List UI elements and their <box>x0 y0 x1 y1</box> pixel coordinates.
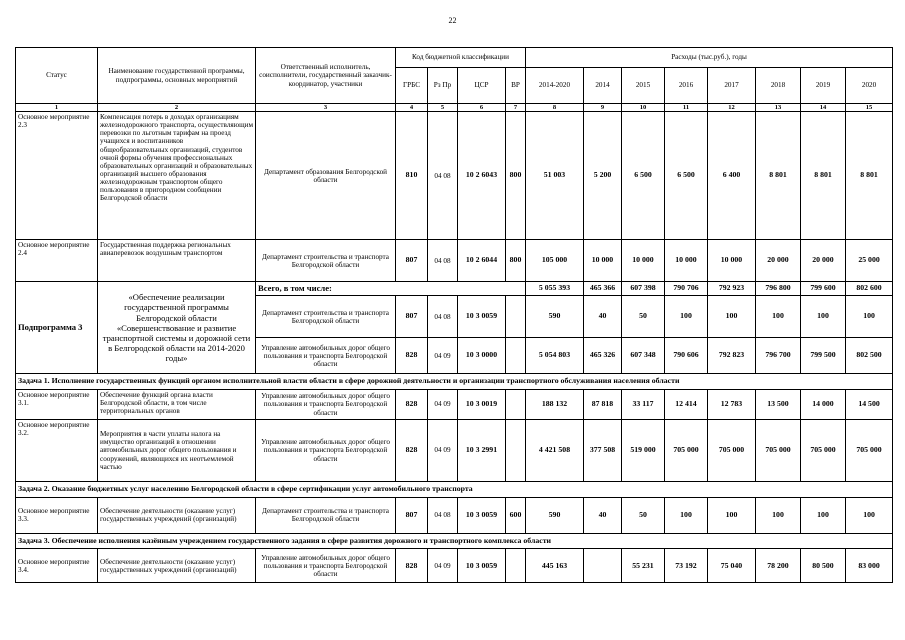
row-value: 188 132 <box>526 389 584 419</box>
row-value: 20 000 <box>756 240 801 282</box>
row-vr: 600 <box>506 497 526 533</box>
header-program: Наименование государственной программы, подпрограммы, основных мероприятий <box>98 48 256 104</box>
row-status: Основное мероприятие 3.4. <box>16 549 98 583</box>
task-3-row <box>16 533 893 549</box>
header-row-1 <box>16 48 893 68</box>
row-value: 465 366 <box>584 282 622 296</box>
row-vr: 800 <box>506 240 526 282</box>
row-value: 51 003 <box>526 112 584 240</box>
row-name: Компенсация потерь в доходах организациям железнодорожного транспорта, осуществляющим перевозки по льготным тарифам на проезд учащихся и воспитанников общеобразовательных организаций, студентов очной формы обучения профессиональных образовательных организаций и образовательных организаций высшего образования железнодорожным транспортом общего пользования в пригородном сообщении Белгородской области <box>98 112 256 240</box>
row-vr <box>506 389 526 419</box>
row-csr: 10 3 0059 <box>458 296 506 338</box>
row-vr <box>506 419 526 481</box>
header-year: 2015 <box>622 68 665 104</box>
header-csr: ЦСР <box>458 68 506 104</box>
row-value: 40 <box>584 497 622 533</box>
task-1-heading: Задача 1. Исполнение государственных функций органом исполнительной власти области в сфере дорожной деятельности и организации транспортного обслуживания населения области <box>16 374 893 390</box>
row-value: 519 000 <box>622 419 665 481</box>
row-status: Основное мероприятие 2.4 <box>16 240 98 282</box>
row-value: 6 500 <box>665 112 708 240</box>
table-row-subprogram-total <box>16 282 893 296</box>
row-value: 705 000 <box>756 419 801 481</box>
row-rzpr: 04 08 <box>428 112 458 240</box>
column-index: 5 <box>428 104 458 112</box>
column-index: 10 <box>622 104 665 112</box>
row-value: 10 000 <box>584 240 622 282</box>
row-value: 12 414 <box>665 389 708 419</box>
task-2-row <box>16 481 893 497</box>
task-2-heading: Задача 2. Оказание бюджетных услуг населению Белгородской области в сфере сертификации услуг автомобильного транспорта <box>16 481 893 497</box>
column-index: 13 <box>756 104 801 112</box>
row-csr: 10 2 6044 <box>458 240 506 282</box>
table-row-measure-3-2 <box>16 419 893 481</box>
header-year: 2018 <box>756 68 801 104</box>
row-name: Обеспечение функций органа власти Белгородской области, в том числе территориальных органов <box>98 389 256 419</box>
column-index: 4 <box>396 104 428 112</box>
subprogram-title: «Обеспечение реализации государственной программы Белгородской области «Совершенствование и развитие транспортной системы и дорожной сети в Белгородской области на 2014-2020 годы» <box>98 282 256 374</box>
table-row-measure-3-3 <box>16 497 893 533</box>
row-value: 8 801 <box>801 112 846 240</box>
row-value: 100 <box>756 497 801 533</box>
row-value: 78 200 <box>756 549 801 583</box>
row-value: 465 326 <box>584 338 622 374</box>
row-value: 607 398 <box>622 282 665 296</box>
row-value: 5 200 <box>584 112 622 240</box>
row-name: Обеспечение деятельности (оказание услуг) государственных учреждений (организаций) <box>98 549 256 583</box>
row-value: 607 348 <box>622 338 665 374</box>
column-index: 7 <box>506 104 526 112</box>
row-value: 802 500 <box>846 338 893 374</box>
row-value: 100 <box>665 497 708 533</box>
row-value: 100 <box>665 296 708 338</box>
row-csr: 10 2 6043 <box>458 112 506 240</box>
row-value: 33 117 <box>622 389 665 419</box>
header-expenses: Расходы (тыс.руб.), годы <box>526 48 893 68</box>
row-value: 796 700 <box>756 338 801 374</box>
task-1-row <box>16 374 893 390</box>
row-status: Основное мероприятие 3.3. <box>16 497 98 533</box>
row-rzpr: 04 09 <box>428 338 458 374</box>
row-csr: 10 3 0000 <box>458 338 506 374</box>
row-value: 100 <box>756 296 801 338</box>
row-value: 377 508 <box>584 419 622 481</box>
budget-table <box>15 47 893 583</box>
row-value: 14 000 <box>801 389 846 419</box>
row-value: 100 <box>846 296 893 338</box>
row-value: 799 500 <box>801 338 846 374</box>
row-csr: 10 3 0059 <box>458 497 506 533</box>
row-value: 705 000 <box>665 419 708 481</box>
row-value: 790 606 <box>665 338 708 374</box>
row-value: 8 801 <box>846 112 893 240</box>
row-executor: Управление автомобильных дорог общего пользования и транспорта Белгородской области <box>256 419 396 481</box>
row-executor: Департамент строительства и транспорта Белгородской области <box>256 497 396 533</box>
header-year: 2017 <box>708 68 756 104</box>
row-rzpr: 04 09 <box>428 549 458 583</box>
row-value: 8 801 <box>756 112 801 240</box>
row-value: 55 231 <box>622 549 665 583</box>
row-value: 83 000 <box>846 549 893 583</box>
header-executor: Ответственный исполнитель, соисполнители, государственный заказчик-координатор, участники <box>256 48 396 104</box>
row-value: 50 <box>622 296 665 338</box>
row-value: 705 000 <box>708 419 756 481</box>
row-value: 4 421 508 <box>526 419 584 481</box>
row-value: 100 <box>801 296 846 338</box>
row-name: Мероприятия в части уплаты налога на имущество организаций в отношении автомобильных дорог общего пользования и сооружений, являющихся их неотъемлемой частью <box>98 419 256 481</box>
row-value: 799 600 <box>801 282 846 296</box>
row-vr <box>506 549 526 583</box>
row-value: 5 054 803 <box>526 338 584 374</box>
row-csr: 10 3 0019 <box>458 389 506 419</box>
row-grbs: 807 <box>396 240 428 282</box>
row-value: 105 000 <box>526 240 584 282</box>
row-value: 100 <box>708 296 756 338</box>
row-value: 6 400 <box>708 112 756 240</box>
row-rzpr: 04 08 <box>428 497 458 533</box>
row-status: Основное мероприятие 3.2. <box>16 419 98 481</box>
header-status: Статус <box>16 48 98 104</box>
row-value: 10 000 <box>708 240 756 282</box>
row-value: 6 500 <box>622 112 665 240</box>
row-grbs: 828 <box>396 389 428 419</box>
row-grbs: 828 <box>396 419 428 481</box>
row-value: 80 500 <box>801 549 846 583</box>
row-rzpr: 04 08 <box>428 296 458 338</box>
row-rzpr: 04 09 <box>428 419 458 481</box>
row-csr: 10 3 2991 <box>458 419 506 481</box>
row-executor: Управление автомобильных дорог общего пользования и транспорта Белгородской области <box>256 549 396 583</box>
row-value: 590 <box>526 497 584 533</box>
row-value: 796 800 <box>756 282 801 296</box>
header-budget-code: Код бюджетной классификации <box>396 48 526 68</box>
column-index: 8 <box>526 104 584 112</box>
column-index: 9 <box>584 104 622 112</box>
row-value: 590 <box>526 296 584 338</box>
row-name: Обеспечение деятельности (оказание услуг) государственных учреждений (организаций) <box>98 497 256 533</box>
header-year: 2020 <box>846 68 893 104</box>
row-value: 802 600 <box>846 282 893 296</box>
row-value: 100 <box>846 497 893 533</box>
header-rzpr: Рз Пр <box>428 68 458 104</box>
row-value: 12 783 <box>708 389 756 419</box>
row-executor: Управление автомобильных дорог общего пользования и транспорта Белгородской области <box>256 389 396 419</box>
row-grbs: 828 <box>396 338 428 374</box>
column-index: 11 <box>665 104 708 112</box>
row-value: 73 192 <box>665 549 708 583</box>
row-rzpr: 04 08 <box>428 240 458 282</box>
column-index: 2 <box>98 104 256 112</box>
row-grbs: 807 <box>396 296 428 338</box>
subprogram-status: Подпрограмма 3 <box>16 282 98 374</box>
subprogram-total-label: Всего, в том числе: <box>256 282 526 296</box>
row-value: 75 040 <box>708 549 756 583</box>
row-rzpr: 04 09 <box>428 389 458 419</box>
row-status: Основное мероприятие 2.3 <box>16 112 98 240</box>
header-grbs: ГРБС <box>396 68 428 104</box>
row-vr <box>506 338 526 374</box>
row-value: 10 000 <box>665 240 708 282</box>
row-executor: Департамент строительства и транспорта Белгородской области <box>256 240 396 282</box>
row-value: 705 000 <box>846 419 893 481</box>
row-value: 13 500 <box>756 389 801 419</box>
column-index: 14 <box>801 104 846 112</box>
header-year: 2014-2020 <box>526 68 584 104</box>
row-value: 445 163 <box>526 549 584 583</box>
task-3-heading: Задача 3. Обеспечение исполнения казённым учреждением государственного задания в сфере развития дорожного и транспортного комплекса области <box>16 533 893 549</box>
row-value: 792 923 <box>708 282 756 296</box>
column-index: 15 <box>846 104 893 112</box>
row-value: 20 000 <box>801 240 846 282</box>
row-value: 5 055 393 <box>526 282 584 296</box>
row-grbs: 810 <box>396 112 428 240</box>
column-index: 1 <box>16 104 98 112</box>
header-year: 2014 <box>584 68 622 104</box>
row-name: Государственная поддержка региональных авиаперевозок воздушным транспортом <box>98 240 256 282</box>
row-grbs: 807 <box>396 497 428 533</box>
row-value: 25 000 <box>846 240 893 282</box>
row-value: 87 818 <box>584 389 622 419</box>
row-csr: 10 3 0059 <box>458 549 506 583</box>
row-vr <box>506 296 526 338</box>
row-value: 705 000 <box>801 419 846 481</box>
row-vr: 800 <box>506 112 526 240</box>
table-row-measure-2-4 <box>16 240 893 282</box>
header-year: 2019 <box>801 68 846 104</box>
header-year: 2016 <box>665 68 708 104</box>
column-index: 3 <box>256 104 396 112</box>
column-index: 6 <box>458 104 506 112</box>
row-executor: Управление автомобильных дорог общего пользования и транспорта Белгородской области <box>256 338 396 374</box>
row-value: 100 <box>708 497 756 533</box>
row-status: Основное мероприятие 3.1. <box>16 389 98 419</box>
column-index: 12 <box>708 104 756 112</box>
row-value <box>584 549 622 583</box>
row-value: 40 <box>584 296 622 338</box>
row-value: 790 706 <box>665 282 708 296</box>
table-row-measure-3-4 <box>16 549 893 583</box>
row-executor: Департамент строительства и транспорта Белгородской области <box>256 296 396 338</box>
row-value: 50 <box>622 497 665 533</box>
header-vr: ВР <box>506 68 526 104</box>
table-row-measure-3-1 <box>16 389 893 419</box>
column-index-row <box>16 104 893 112</box>
row-grbs: 828 <box>396 549 428 583</box>
table-row-measure-2-3 <box>16 112 893 240</box>
page-number: 22 <box>448 16 457 25</box>
row-value: 100 <box>801 497 846 533</box>
row-value: 792 823 <box>708 338 756 374</box>
row-value: 10 000 <box>622 240 665 282</box>
row-value: 14 500 <box>846 389 893 419</box>
row-executor: Департамент образования Белгородской области <box>256 112 396 240</box>
